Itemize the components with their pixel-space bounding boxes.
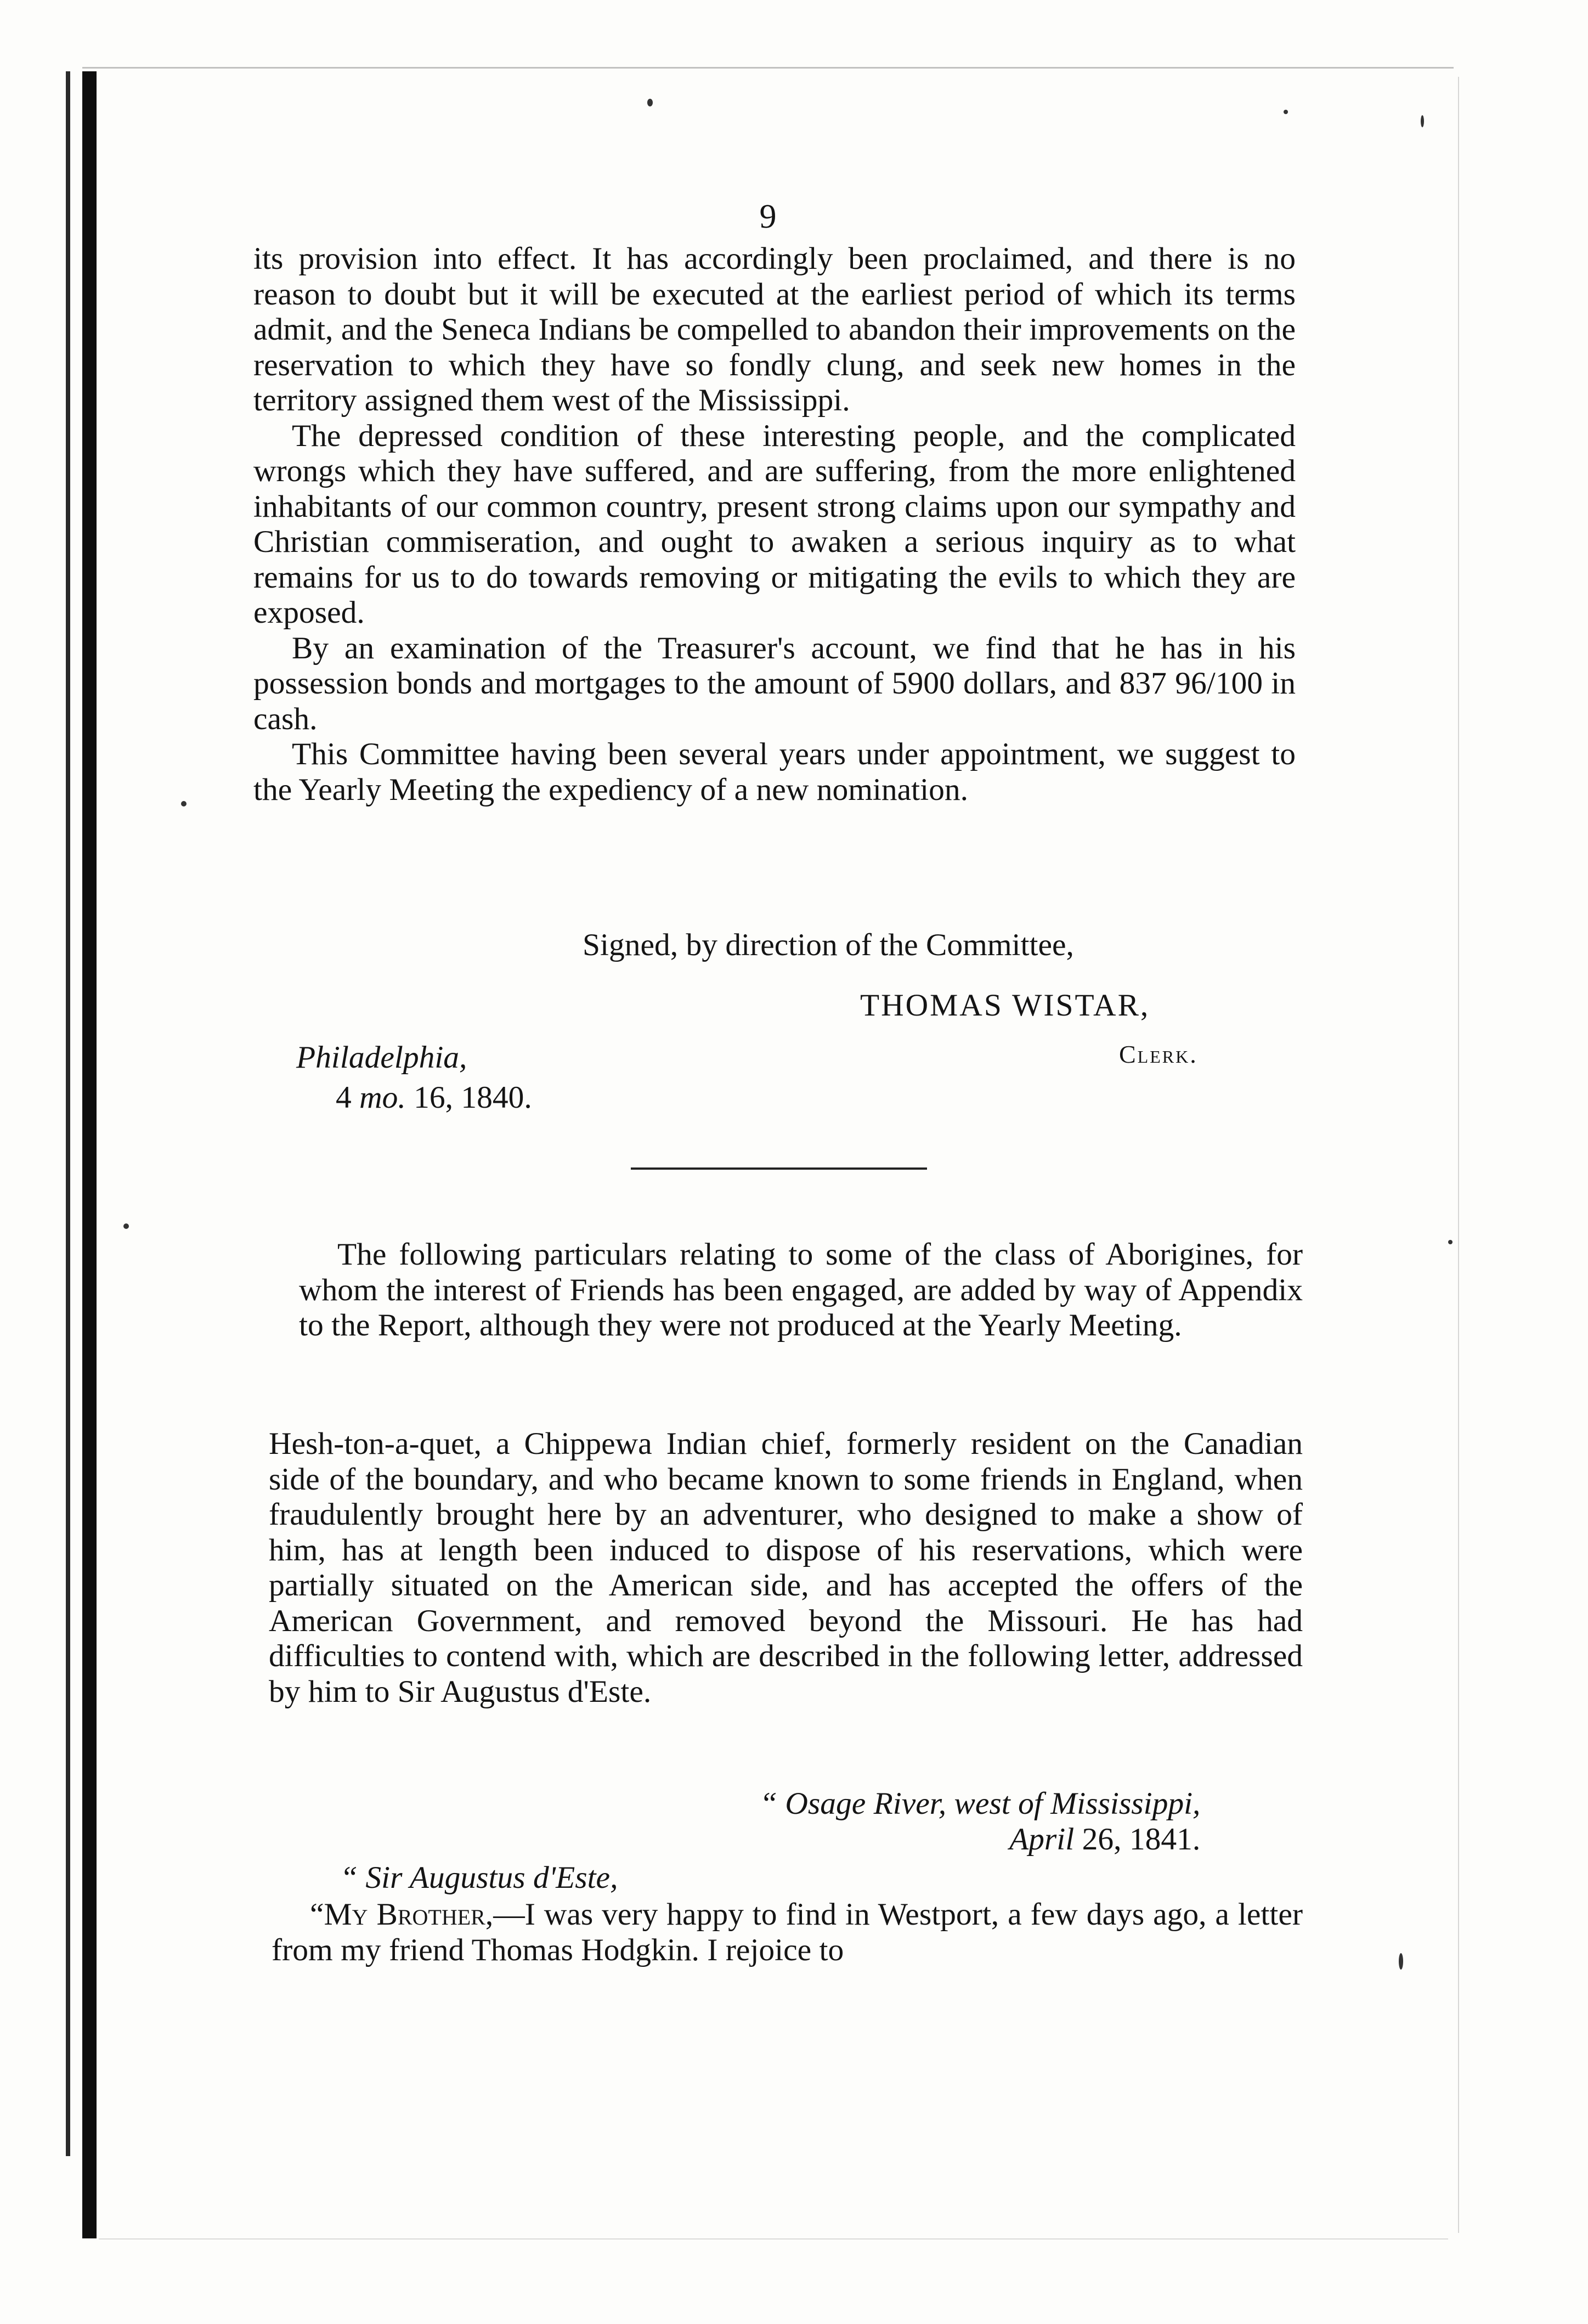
scan-speck xyxy=(123,1223,129,1229)
scan-bottom-edge xyxy=(99,2238,1448,2240)
scan-right-edge xyxy=(1458,77,1459,2233)
appendix-intro xyxy=(299,1237,1303,1344)
date-month: mo. xyxy=(359,1080,406,1115)
paragraph-depressed-condition: The depressed condition of these interesting people, and the complicated wrongs which they have suffered, and are suffering, from the more enlightened inhabitants of our common country, present strong claims upon our sympathy and Christian commiseration, and ought to awaken a serious inquiry as to what remains for us to do towards removing or mitigating the evils to which they are exposed. xyxy=(253,418,1296,630)
signature-place: Philadelphia, xyxy=(296,1040,467,1075)
scan-speck xyxy=(647,99,653,106)
paragraph-letter-opening xyxy=(272,1897,1303,1968)
scan-speck xyxy=(1448,1240,1453,1244)
scan-speck xyxy=(1421,115,1424,127)
letter-date-month: April xyxy=(1009,1822,1075,1857)
scan-speck xyxy=(1399,1953,1403,1970)
signer-title: Clerk. xyxy=(1119,1040,1198,1068)
paragraph-appendix-intro: The following particulars relating to some of the class of Aborigines, for whom the interest of Friends has been engaged, are added by way of Appendix to the Report, although they were not produced at the Yearly Meeting. xyxy=(299,1237,1303,1342)
letter-body-text: —I was very happy to find in Westport, a few days ago, a letter from my friend Thomas Hodgkin. I rejoice to xyxy=(272,1897,1303,1967)
paragraph-committee-nomination: This Committee having been several years under appointment, we suggest to the Yearly Meeting the expediency of a new nomination. xyxy=(253,737,1296,807)
scan-binding-shadow xyxy=(66,71,70,2156)
paragraph-hesh-ton-a-quet: Hesh-ton-a-quet, a Chippewa Indian chief, formerly resident on the Canadian side of the boundary, and who became known to some friends in England, when fraudulently brought here by an adventurer, who designed to make a show of him, has at length been induced to dispose of his reservations, which were partially situated on the American side, and has accepted the offers of the American Government, and removed beyond the Missouri. He has had difficulties to contend with, which are described in the following letter, addressed by him to Sir Augustus d'Este. xyxy=(269,1426,1303,1709)
letter-date xyxy=(1009,1821,1200,1857)
scan-speck xyxy=(1284,110,1288,114)
letter-date-rest: 26, 1841. xyxy=(1082,1822,1201,1857)
letter-body xyxy=(272,1897,1303,1968)
letter-salutation: “ Sir Augustus d'Este, xyxy=(340,1860,618,1895)
page-number: 9 xyxy=(759,198,777,235)
scan-binding-edge xyxy=(82,71,97,2238)
date-rest: 16, 1840. xyxy=(414,1080,532,1115)
paragraph-treasurer-account: By an examination of the Treasurer's account, we find that he has in his possession bonds and mortgages to the amount of 5900 dollars, and 837 96/100 in cash. xyxy=(253,630,1296,736)
hesh-ton-a-quet-section xyxy=(269,1426,1303,1710)
signer-name: THOMAS WISTAR, xyxy=(860,988,1150,1023)
section-divider xyxy=(631,1167,927,1170)
opening-quote: “ xyxy=(310,1897,324,1932)
letter-address: My Brother, xyxy=(324,1897,494,1932)
scan-speck xyxy=(181,801,187,806)
signature-line: Signed, by direction of the Committee, xyxy=(583,928,1074,962)
date-prefix: 4 xyxy=(336,1080,352,1115)
letter-heading: “ Osage River, west of Mississippi, xyxy=(760,1786,1201,1821)
signature-date xyxy=(336,1080,532,1115)
scan-top-edge xyxy=(82,67,1454,69)
report-body xyxy=(253,241,1296,808)
paragraph-provision: its provision into effect. It has accordingly been proclaimed, and there is no reason to doubt but it will be executed at the earliest period of which its terms admit, and the Seneca Indians be compelled to abandon their improvements on the reservation to which they have so fondly clung, and seek new homes in the territory assigned them west of the Mississippi. xyxy=(253,241,1296,418)
